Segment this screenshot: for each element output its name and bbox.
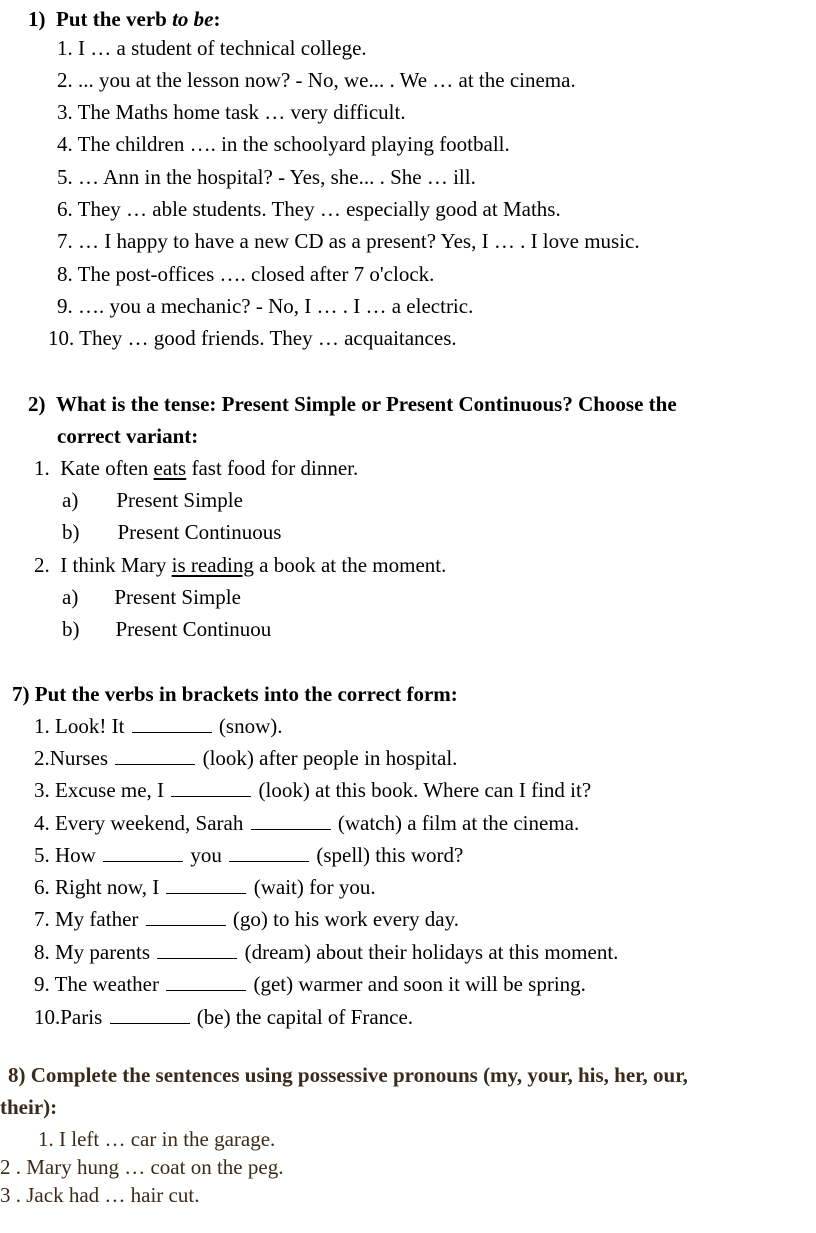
- option-text: Present Simple: [116, 488, 243, 512]
- list-item: [34, 874, 376, 900]
- section-8-heading: 8) Complete the sentences using possessive pronouns (my, your, his, her, our,: [8, 1063, 688, 1087]
- answer-blank[interactable]: [146, 907, 226, 926]
- question-text: Kate often: [60, 456, 154, 480]
- question-2: [34, 552, 446, 578]
- item-text: 5. How: [34, 843, 102, 867]
- item-text: 6. Right now, I: [34, 875, 165, 899]
- section-1-heading: [28, 6, 220, 32]
- heading-italic: to be: [172, 7, 214, 31]
- list-item: 2 . Mary hung … coat on the peg.: [0, 1155, 284, 1179]
- list-item: 9. …. you a mechanic? - No, I … . I … a electric.: [57, 294, 474, 318]
- list-item: 6. They … able students. They … especially good at Maths.: [57, 197, 561, 221]
- list-item: 5. … Ann in the hospital? - Yes, she... . She … ill.: [57, 165, 476, 189]
- item-text: 2.Nurses: [34, 746, 114, 770]
- underlined-verb: is reading: [171, 553, 254, 577]
- list-item: [34, 810, 579, 836]
- option-letter: a): [62, 488, 79, 512]
- section-number: 1): [28, 7, 46, 31]
- option-a: [62, 584, 241, 610]
- answer-blank[interactable]: [132, 714, 212, 733]
- option-letter: b): [62, 617, 80, 641]
- answer-blank[interactable]: [157, 940, 237, 959]
- list-item: [34, 939, 618, 965]
- option-text: Present Simple: [114, 585, 241, 609]
- question-number: 1.: [34, 456, 50, 480]
- item-text: 3. Excuse me, I: [34, 778, 170, 802]
- answer-blank[interactable]: [166, 875, 246, 894]
- answer-blank[interactable]: [171, 778, 251, 797]
- item-text: (look) at this book. Where can I find it?: [253, 778, 592, 802]
- question-text: I think Mary: [60, 553, 172, 577]
- item-text: 7. My father: [34, 907, 144, 931]
- item-text: (dream) about their holidays at this moment.: [239, 940, 619, 964]
- option-text: Present Continuous: [117, 520, 282, 544]
- answer-blank[interactable]: [103, 843, 183, 862]
- list-item: 1. I … a student of technical college.: [57, 36, 367, 60]
- heading-text: What is the tense: Present Simple or Present Continuous? Choose the: [56, 392, 677, 416]
- heading-colon: :: [213, 7, 221, 31]
- list-item: 8. The post-offices …. closed after 7 o'clock.: [57, 262, 435, 286]
- section-2-heading-cont: correct variant:: [57, 424, 199, 448]
- list-item: [34, 745, 457, 771]
- section-8-heading-cont: their):: [0, 1095, 58, 1119]
- section-number: 2): [28, 392, 46, 416]
- item-text: (look) after people in hospital.: [197, 746, 458, 770]
- answer-blank[interactable]: [110, 1005, 190, 1024]
- item-text: (go) to his work every day.: [227, 907, 459, 931]
- question-text: fast food for dinner.: [186, 456, 359, 480]
- list-item: 3 . Jack had … hair cut.: [0, 1183, 200, 1207]
- list-item: 10. They … good friends. They … acquaitances.: [48, 326, 457, 350]
- answer-blank[interactable]: [115, 746, 195, 765]
- list-item: [34, 713, 282, 739]
- underlined-verb: eats: [153, 456, 187, 480]
- list-item: [34, 971, 586, 997]
- option-letter: b): [62, 520, 80, 544]
- list-item: 3. The Maths home task … very difficult.: [57, 100, 406, 124]
- question-1: [34, 455, 358, 481]
- list-item: [34, 842, 463, 868]
- list-item: [34, 777, 591, 803]
- list-item: [34, 906, 459, 932]
- question-text: a book at the moment.: [253, 553, 447, 577]
- list-item: [34, 1004, 413, 1030]
- item-text: (be) the capital of France.: [191, 1005, 414, 1029]
- question-number: 2.: [34, 553, 50, 577]
- item-text: 4. Every weekend, Sarah: [34, 811, 249, 835]
- option-b: [62, 519, 281, 545]
- item-text: 8. My parents: [34, 940, 156, 964]
- list-item: 7. … I happy to have a new CD as a present? Yes, I … . I love music.: [57, 229, 640, 253]
- item-text: (get) warmer and soon it will be spring.: [248, 972, 586, 996]
- item-text: (spell) this word?: [311, 843, 464, 867]
- option-b: [62, 616, 271, 642]
- item-text: (watch) a film at the cinema.: [332, 811, 580, 835]
- list-item: 4. The children …. in the schoolyard playing football.: [57, 132, 510, 156]
- item-text: 10.Paris: [34, 1005, 108, 1029]
- heading-text: Put the verb: [56, 7, 173, 31]
- item-text: (wait) for you.: [248, 875, 376, 899]
- answer-blank[interactable]: [251, 811, 331, 830]
- list-item: 2. ... you at the lesson now? - No, we... . We … at the cinema.: [57, 68, 576, 92]
- option-text: Present Continuou: [115, 617, 272, 641]
- answer-blank[interactable]: [229, 843, 309, 862]
- answer-blank[interactable]: [166, 972, 246, 991]
- section-2-heading: [28, 391, 677, 417]
- item-text: (snow).: [213, 714, 283, 738]
- item-text: 9. The weather: [34, 972, 165, 996]
- section-7-heading: 7) Put the verbs in brackets into the correct form:: [12, 682, 458, 706]
- item-text: you: [185, 843, 228, 867]
- option-letter: a): [62, 585, 79, 609]
- option-a: [62, 487, 243, 513]
- list-item: 1. I left … car in the garage.: [38, 1127, 276, 1151]
- item-text: 1. Look! It: [34, 714, 130, 738]
